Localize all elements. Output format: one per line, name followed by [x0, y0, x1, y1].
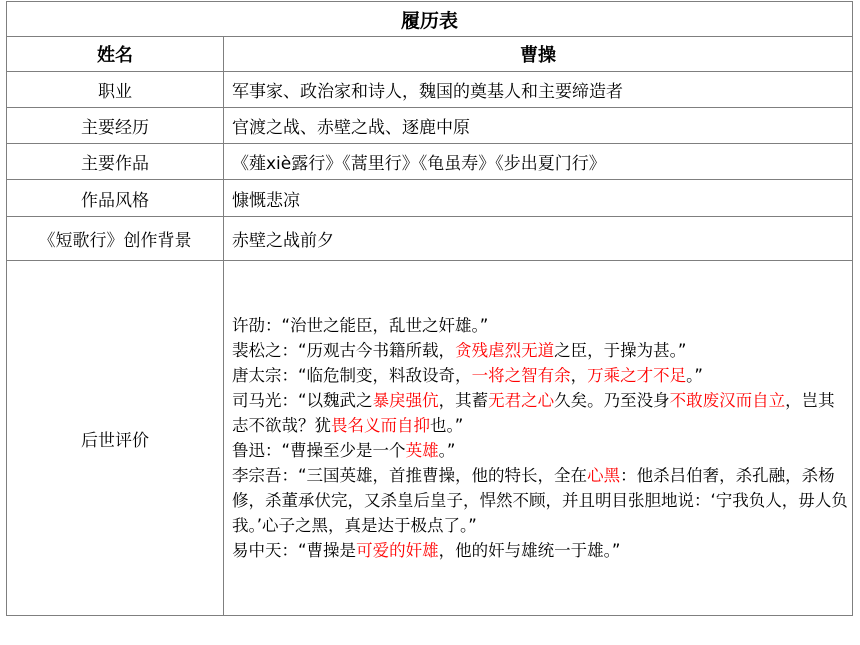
table-row: [7, 108, 853, 144]
name-label: 姓名: [7, 37, 224, 72]
table-header-row: [7, 37, 853, 72]
highlight-text: 暴戾强伉: [372, 391, 439, 410]
quote-text: 许劭：“治世之能臣，乱世之奸雄。”: [232, 316, 489, 335]
quote-sima-guang: [232, 388, 848, 438]
row-label-background: 《短歌行》创作背景: [7, 217, 224, 261]
highlight-text: 万乘之才不足: [587, 366, 687, 385]
table-row: [7, 261, 853, 616]
row-value-experience: 官渡之战、赤壁之战、逐鹿中原: [224, 108, 853, 144]
quote-yi-zhongtian: [232, 538, 848, 563]
highlight-text: 不敢废汉而自立: [669, 391, 786, 410]
row-label-style: 作品风格: [7, 180, 224, 217]
quote-text: 裴松之：“历观古今书籍所载，: [232, 341, 456, 360]
quote-li-zongwu: [232, 463, 848, 538]
row-value-style: 慷慨悲凉: [224, 180, 853, 217]
quote-text: 之臣，于操为甚。”: [554, 341, 687, 360]
table-title: 履历表: [7, 2, 853, 37]
quote-text: 。”: [438, 441, 456, 460]
quote-text: ，其蓄: [438, 391, 489, 410]
quote-pei-songzhi: [232, 338, 848, 363]
name-value: 曹操: [224, 37, 853, 72]
row-value-background: 赤壁之战前夕: [224, 217, 853, 261]
table-row: [7, 217, 853, 261]
quote-text: 也。”: [430, 416, 464, 435]
quote-text: 易中天：“曹操是: [232, 541, 357, 560]
highlight-text: 畏名义而自抑: [331, 416, 430, 435]
resume-table: [6, 1, 853, 616]
row-value-works: 《薤xiè露行》《蒿里行》《龟虽寿》《步出夏门行》: [224, 144, 853, 180]
quote-xu-shao: [232, 313, 848, 338]
highlight-text: 可爱的奸雄: [356, 541, 439, 560]
quote-text: ：他杀吕伯奢，杀孔融，杀杨修，杀董承伏完，又杀皇后皇子，悍然不顾，并且明目张胆地说：‘宁我负人，毋人负我。’心子之黑，真是达于极点了。”: [232, 466, 848, 535]
highlight-text: 贪残虐烈无道: [455, 341, 555, 360]
quote-text: 久矣。乃至没身: [554, 391, 670, 410]
highlight-text: 心黑: [587, 466, 621, 485]
row-label-evaluation: 后世评价: [7, 261, 224, 616]
quote-text: 鲁迅：“曹操至少是一个: [232, 441, 406, 460]
quote-lu-xun: [232, 438, 848, 463]
quote-text: 李宗吾：“三国英雄，首推曹操，他的特长，全在: [232, 466, 588, 485]
row-value-occupation: 军事家、政治家和诗人，魏国的奠基人和主要缔造者: [224, 72, 853, 108]
evaluation-quotes: [224, 261, 853, 616]
table-row: [7, 144, 853, 180]
quote-text: ，岂其志不欲哉？犹: [232, 391, 835, 435]
quote-text: 唐太宗：“临危制变，料敌设奇，: [232, 366, 472, 385]
quote-text: 司马光：“以魏武之: [232, 391, 373, 410]
quote-text: ，他的奸与雄统一于雄。”: [438, 541, 621, 560]
table-row: [7, 72, 853, 108]
highlight-text: 一将之智有余: [471, 366, 571, 385]
quote-tang-taizong: [232, 363, 848, 388]
row-label-works: 主要作品: [7, 144, 224, 180]
table-row: [7, 180, 853, 217]
highlight-text: 无君之心: [488, 391, 555, 410]
highlight-text: 英雄: [405, 441, 439, 460]
quote-text: 。”: [686, 366, 703, 385]
quote-text: ，: [570, 366, 588, 385]
row-label-experience: 主要经历: [7, 108, 224, 144]
row-label-occupation: 职业: [7, 72, 224, 108]
